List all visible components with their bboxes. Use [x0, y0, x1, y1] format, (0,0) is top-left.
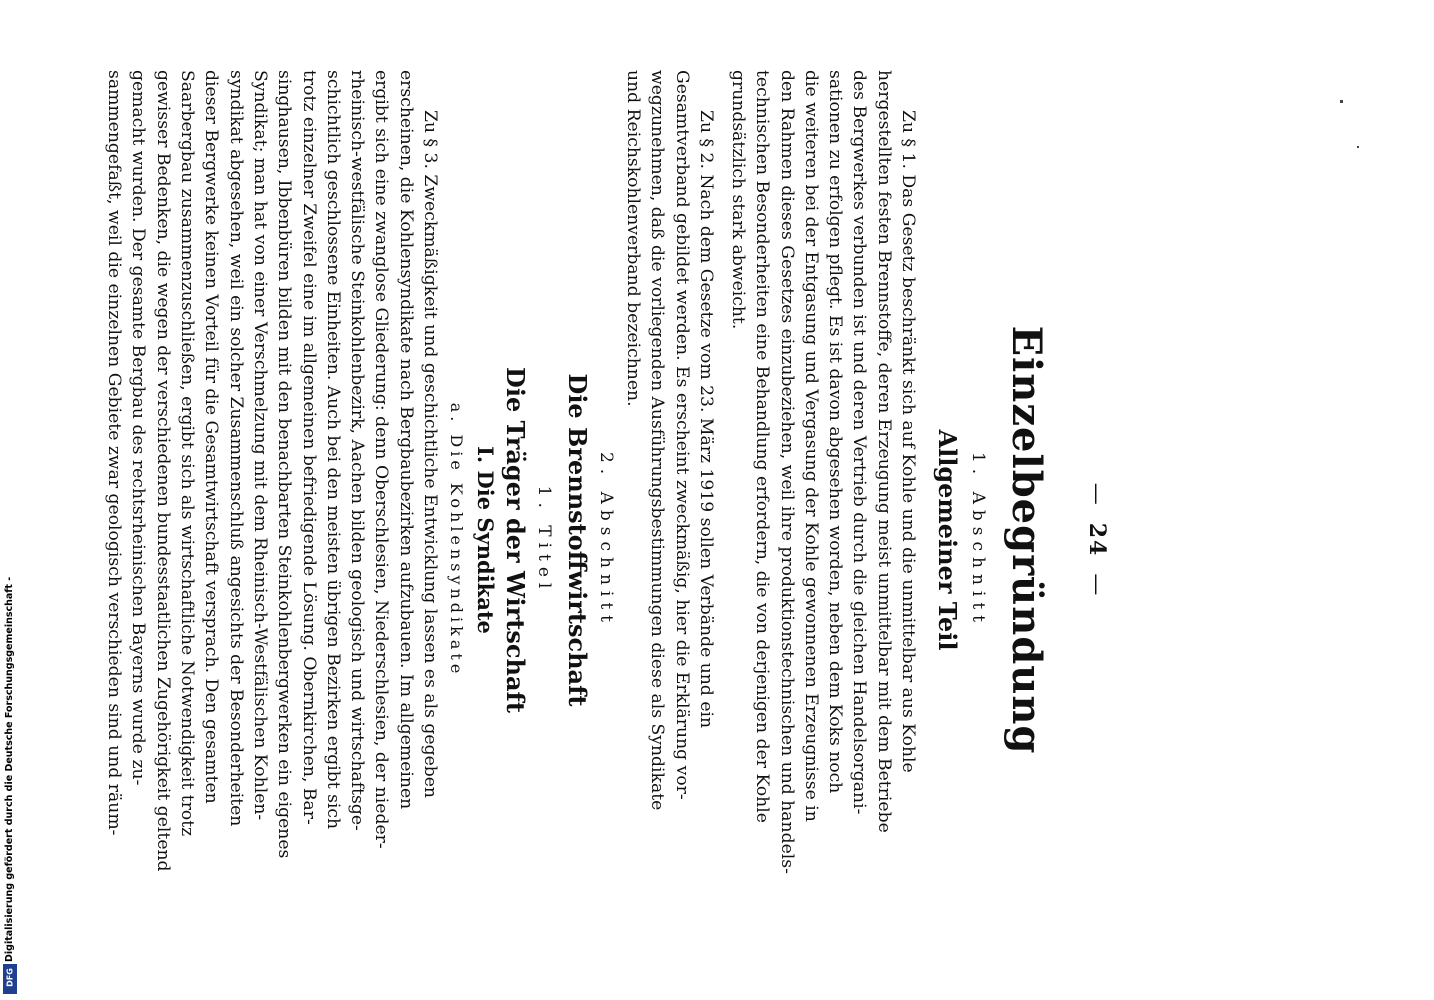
document-title: Einzelbegründung [1003, 325, 1050, 755]
paragraph2-line: Zu § 2. Nach dem Gesetze vom 23. März 1919 sollen Verbände und ein [696, 110, 716, 729]
paragraph1-line: technischen Besonderheiten eine Behandlung erfordern, die von derjenigen der Kohle [752, 70, 773, 823]
paragraph3-line: Saarbergbau zusammenzuschließen, ergibt sich als wirtschaftliche Notwendigkeit trotz [177, 70, 198, 837]
section1-heading: Allgemeiner Teil [933, 429, 962, 651]
paragraph3-line: singhausen, Ibbenbüren bilden mit den benachbarten Steinkohlenbergwerken ein eigenes [274, 70, 295, 859]
paragraph1-line: die weiteren bei der Entgasung und Vergasung der Kohle gewonnenen Erzeugnisse in [800, 70, 821, 822]
paragraph1-line: des Bergwerkes verbunden ist und deren Vertrieb durch die gleichen Handelsorgani- [849, 70, 870, 815]
paragraph3-line: gemacht wurden. Der gesamte Bergbau des rechtsrheinischen Bayerns wurde zu- [128, 70, 149, 786]
dfg-logo-text: DFG [5, 968, 15, 987]
paragraph3-line: erscheinen, die Kohlensyndikate nach Bergbaubezirken aufzubauen. Im allgemeinen [395, 70, 416, 810]
paragraph1-line: hergestellten festen Brennstoffe, deren Erzeugung meist unmittelbar mit dem Betriebe [873, 70, 894, 833]
paragraph1-line: Zu § 1. Das Gesetz beschränkt sich auf Kohle und die unmittelbar aus Kohle [898, 110, 918, 773]
page-number-dash-right: — [1084, 573, 1109, 598]
paragraph3-line: Syndikat; man hat von einer Verschmelzung mit dem Rheinisch-Westfälischen Kohlen- [249, 70, 270, 821]
syndikate-heading: I. Die Syndikate [473, 446, 498, 634]
paragraph3-line: rheinisch-westfälische Steinkohlenbezirk, Aachen bilden geologisch und wirtschaftsge- [347, 70, 368, 831]
titel-label: 1. Titel [534, 485, 554, 595]
paragraph1-line: den Rahmen dieses Gesetzes einzubeziehen, weil ihre produktionstechnischen und handels- [776, 70, 797, 874]
paragraph1-line: sationen zu erfolgen pflegt. Es ist davon abgesehen worden, neben dem Koks noch [825, 70, 846, 794]
paragraph1-line: grundsätzlich stark abweicht. [727, 70, 748, 330]
paragraph3-line: sammengefaßt, weil die einzelnen Gebiete zwar geologisch verschieden sind und räum- [104, 70, 125, 836]
paragraph3-line: ergibt sich eine zwanglose Gliederung: denn Oberschlesien, Niederschlesien, der nieder- [371, 70, 392, 849]
paragraph3-line: syndikat abgesehen, weil ein solcher Zusammenschluß angesichts der Besonderheiten [225, 70, 246, 827]
paragraph2-line: wegzunehmen, daß die vorliegenden Ausführungsbestimmungen diese als Syndikate [647, 70, 668, 811]
paragraph3-line: dieser Bergwerke keinen Vorteil für die Gesamtwirtschaft versprach. Den gesamten [201, 70, 222, 804]
dfg-credit-text: Digitalisierung gefördert durch die Deutsche Forschungsgemeinschaft - [4, 576, 15, 962]
paragraph2-line: und Reichskohlenverband bezeichnen. [623, 70, 644, 407]
paragraph-section-1 [726, 50, 920, 1000]
section2-heading: Die Brennstoffwirtschaft [563, 373, 592, 707]
scan-speck [1357, 146, 1359, 148]
section2-label: 2. Abschnitt [596, 451, 616, 629]
page-number-line [1070, 50, 1110, 1000]
scan-speck [1340, 100, 1343, 103]
paragraph-section-2 [621, 50, 718, 1000]
paragraph3-line: trotz einzelner Zweifel eine im allgemeinen befriedigende Lösung. Obernkirchen, Bar- [298, 70, 319, 825]
page-number: 24 [1084, 522, 1110, 558]
section1-label: 1. Abschnitt [968, 451, 988, 629]
titel-heading: Die Träger der Wirtschaft [501, 367, 530, 713]
rotated-page-content [0, 50, 1110, 1000]
paragraph3-line: Zu § 3. Zweckmäßigkeit und geschichtliche Entwicklung lassen es als gegeben [420, 110, 440, 798]
paragraph3-line: schichtlich geschlossene Einheiten. Auch bei den meisten übrigen Bezirken ergibt sich [322, 70, 343, 830]
paragraph3-line: gewisser Bedenken, die wegen der verschiedenen bundesstaatlichen Zugehörigkeit geltend [152, 70, 173, 872]
kohlensyndikate-label: a. Die Kohlensyndikate [447, 402, 466, 678]
page-number-dash-left: — [1084, 482, 1109, 507]
paragraph-section-3 [102, 50, 442, 1000]
paragraph2-line: Gesamtverband gebildet werden. Es erscheint zweckmäßig, hier die Erklärung vor- [671, 70, 692, 800]
